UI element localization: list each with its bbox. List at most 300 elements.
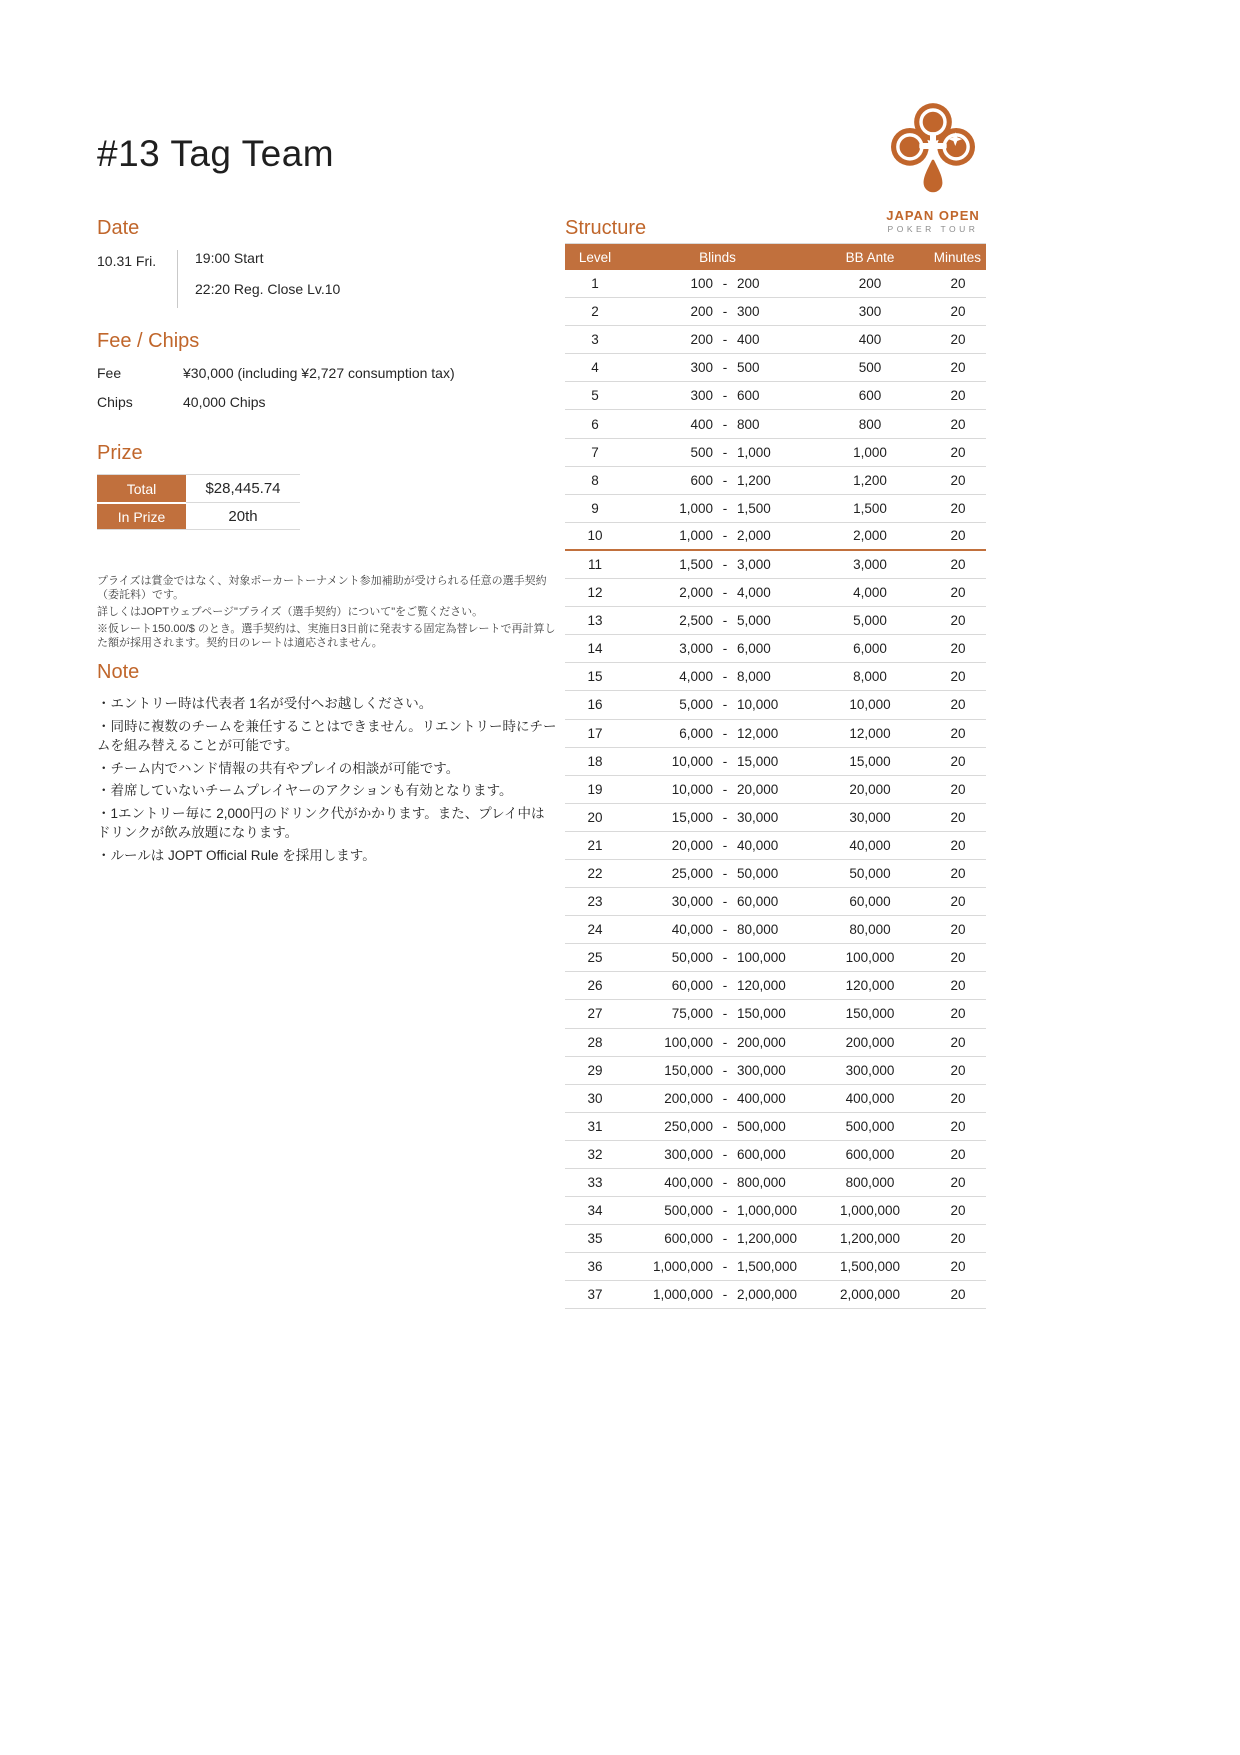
small-blind-value: 600: [690, 472, 713, 488]
minutes-cell: 20: [950, 613, 966, 629]
big-blind-value: 60,000: [737, 894, 779, 910]
blinds-cell: [625, 697, 810, 712]
minutes-cell: 20: [950, 1118, 966, 1134]
minutes-cell: 20: [950, 809, 966, 825]
prize-row: [97, 475, 300, 502]
big-blind-value: 50,000: [737, 866, 779, 882]
blinds-cell: [625, 388, 810, 403]
bb-ante-cell: 400: [858, 332, 882, 348]
bb-ante-cell: 15,000: [849, 753, 891, 769]
small-blind-value: 10,000: [671, 781, 713, 797]
minutes-cell: 20: [950, 781, 966, 797]
small-blind-value: 6,000: [679, 725, 713, 741]
structure-row: [565, 663, 986, 691]
bb-ante-cell: 1,500,000: [839, 1259, 901, 1275]
blinds-dash: -: [722, 444, 728, 460]
minutes-cell: 20: [950, 1062, 966, 1078]
level-cell: 12: [587, 585, 603, 601]
minutes-cell: 20: [950, 444, 966, 460]
big-blind-value: 30,000: [737, 809, 779, 825]
blinds-cell: [625, 1091, 810, 1106]
small-blind-value: 50,000: [671, 950, 713, 966]
bb-ante-cell: 2,000,000: [839, 1287, 901, 1303]
structure-row: [565, 916, 986, 944]
blinds-dash: -: [722, 416, 728, 432]
big-blind-value: 800,000: [737, 1175, 786, 1191]
structure-row: [565, 888, 986, 916]
blinds-cell: [625, 838, 810, 853]
blinds-dash: -: [722, 613, 728, 629]
blinds-cell: [625, 557, 810, 572]
big-blind-value: 300: [737, 304, 760, 320]
fee-chips-section: [97, 329, 567, 423]
small-blind-value: 300: [690, 360, 713, 376]
column-header-minutes: Minutes: [933, 249, 981, 265]
big-blind-value: 500,000: [737, 1118, 786, 1134]
big-blind-value: 500: [737, 360, 760, 376]
date-divider: [177, 250, 178, 308]
small-blind-value: 1,000: [679, 500, 713, 516]
small-blind-value: 250,000: [664, 1118, 713, 1134]
minutes-cell: 20: [950, 866, 966, 882]
big-blind-value: 600: [737, 388, 760, 404]
note-section: [97, 660, 557, 868]
blinds-dash: -: [722, 922, 728, 938]
note-item: ・ルールは JOPT Official Rule を採用します。: [97, 847, 376, 863]
minutes-cell: 20: [950, 556, 966, 572]
note-heading: Note: [97, 661, 140, 683]
blinds-dash: -: [722, 1118, 728, 1134]
minutes-cell: 20: [950, 1259, 966, 1275]
small-blind-value: 20,000: [671, 837, 713, 853]
blinds-dash: -: [722, 866, 728, 882]
fee-row: [97, 365, 567, 381]
bb-ante-cell: 60,000: [849, 894, 891, 910]
level-cell: 31: [587, 1118, 603, 1134]
level-cell: 36: [587, 1259, 603, 1275]
minutes-cell: 20: [950, 1203, 966, 1219]
small-blind-value: 200,000: [664, 1090, 713, 1106]
structure-row: [565, 691, 986, 719]
bb-ante-cell: 1,200: [853, 472, 887, 488]
blinds-cell: [625, 922, 810, 937]
bb-ante-cell: 30,000: [849, 809, 891, 825]
structure-row: [565, 944, 986, 972]
big-blind-value: 1,200: [737, 472, 771, 488]
date-heading: Date: [97, 217, 140, 239]
minutes-cell: 20: [950, 1146, 966, 1162]
small-blind-value: 1,500: [679, 556, 713, 572]
minutes-cell: 20: [950, 388, 966, 404]
bb-ante-cell: 400,000: [845, 1090, 895, 1106]
bb-ante-cell: 300: [858, 304, 882, 320]
blinds-cell: [625, 866, 810, 881]
level-cell: 14: [587, 641, 603, 657]
level-cell: 18: [587, 753, 603, 769]
structure-row: [565, 410, 986, 438]
page-title: #13 Tag Team: [97, 133, 335, 174]
blinds-dash: -: [722, 641, 728, 657]
note-item: ・着席していないチームプレイヤーのアクションも有効となります。: [97, 783, 513, 798]
fee-chips-rows: [97, 365, 567, 410]
small-blind-value: 500,000: [664, 1203, 713, 1219]
level-cell: 3: [591, 332, 599, 348]
structure-row: [565, 270, 986, 298]
level-cell: 32: [587, 1146, 603, 1162]
blinds-cell: [625, 782, 810, 797]
big-blind-value: 800: [737, 416, 760, 432]
jopt-logo: [868, 98, 998, 234]
bb-ante-cell: 800,000: [845, 1175, 895, 1191]
structure-row: [565, 326, 986, 354]
small-blind-value: 200: [690, 332, 713, 348]
level-cell: 25: [587, 950, 603, 966]
blinds-cell: [625, 332, 810, 347]
blinds-dash: -: [722, 1062, 728, 1078]
small-blind-value: 3,000: [679, 641, 713, 657]
bb-ante-cell: 150,000: [845, 1006, 895, 1022]
bb-ante-cell: 80,000: [849, 922, 891, 938]
big-blind-value: 300,000: [737, 1062, 786, 1078]
level-cell: 29: [587, 1062, 603, 1078]
blinds-dash: -: [722, 472, 728, 488]
structure-row: [565, 1169, 986, 1197]
blinds-cell: [625, 950, 810, 965]
minutes-cell: 20: [950, 1287, 966, 1303]
disclaimer-line: 詳しくはJOPTウェブページ"プライズ（選手契約）について"をご覧ください。: [97, 606, 484, 618]
minutes-cell: 20: [950, 585, 966, 601]
level-cell: 26: [587, 978, 603, 994]
level-cell: 7: [591, 444, 599, 460]
prize-value-cell: $28,445.74: [205, 480, 281, 497]
structure-row: [565, 382, 986, 410]
bb-ante-cell: 800: [858, 416, 882, 432]
structure-row: [565, 1253, 986, 1281]
minutes-cell: 20: [950, 894, 966, 910]
minutes-cell: 20: [950, 500, 966, 516]
structure-heading: Structure: [565, 216, 986, 244]
level-cell: 34: [587, 1203, 603, 1219]
structure-row: [565, 804, 986, 832]
structure-table: [565, 270, 986, 1309]
note-item: ・エントリー時は代表者 1名が受付へお越しください。: [97, 696, 433, 711]
prize-label-cell: In Prize: [97, 502, 186, 529]
structure-row: [565, 1057, 986, 1085]
blinds-cell: [625, 1147, 810, 1162]
minutes-cell: 20: [950, 528, 966, 544]
structure-row: [565, 1225, 986, 1253]
small-blind-value: 1,000: [679, 528, 713, 544]
prize-section: [97, 441, 327, 530]
blinds-cell: [625, 360, 810, 375]
bb-ante-cell: 600,000: [845, 1146, 895, 1162]
bb-ante-cell: 1,000: [853, 444, 887, 460]
big-blind-value: 4,000: [737, 585, 771, 601]
blinds-dash: -: [722, 1006, 728, 1022]
bb-ante-cell: 20,000: [849, 781, 891, 797]
level-cell: 22: [587, 866, 603, 882]
column-header-blinds: Blinds: [699, 249, 736, 265]
small-blind-value: 400,000: [664, 1175, 713, 1191]
note-list: [97, 694, 557, 865]
structure-row: [565, 776, 986, 804]
blinds-dash: -: [722, 725, 728, 741]
blinds-dash: -: [722, 837, 728, 853]
big-blind-value: 6,000: [737, 641, 771, 657]
small-blind-value: 15,000: [671, 809, 713, 825]
blinds-dash: -: [722, 1287, 728, 1303]
big-blind-value: 1,000: [737, 444, 771, 460]
small-blind-value: 25,000: [671, 866, 713, 882]
start-time: 19:00 Start: [195, 250, 264, 266]
big-blind-value: 8,000: [737, 669, 771, 685]
structure-header-row: [565, 244, 986, 270]
level-cell: 35: [587, 1231, 603, 1247]
bb-ante-cell: 5,000: [853, 613, 887, 629]
blinds-cell: [625, 810, 810, 825]
small-blind-value: 4,000: [679, 669, 713, 685]
big-blind-value: 1,500: [737, 500, 771, 516]
date-day: 10.31 Fri.: [97, 253, 157, 269]
minutes-cell: 20: [950, 669, 966, 685]
blinds-dash: -: [722, 978, 728, 994]
blinds-cell: [625, 1175, 810, 1190]
bb-ante-cell: 200,000: [845, 1034, 895, 1050]
blinds-dash: -: [722, 1146, 728, 1162]
logo-text-primary: JAPAN OPEN: [886, 208, 980, 223]
level-cell: 4: [591, 360, 599, 376]
level-cell: 15: [587, 669, 603, 685]
blinds-cell: [625, 501, 810, 516]
structure-row: [565, 579, 986, 607]
small-blind-value: 100: [690, 276, 713, 292]
structure-row: [565, 832, 986, 860]
bb-ante-cell: 600: [858, 388, 882, 404]
blinds-cell: [625, 894, 810, 909]
blinds-dash: -: [722, 528, 728, 544]
column-header-level: Level: [578, 249, 612, 265]
big-blind-value: 2,000,000: [737, 1287, 798, 1303]
minutes-cell: 20: [950, 950, 966, 966]
bb-ante-cell: 50,000: [849, 866, 891, 882]
small-blind-value: 300: [690, 388, 713, 404]
fee-chips-heading: Fee / Chips: [97, 330, 200, 352]
small-blind-value: 400: [690, 416, 713, 432]
level-cell: 24: [587, 922, 603, 938]
level-cell: 37: [587, 1287, 603, 1303]
blinds-cell: [625, 726, 810, 741]
reg-close-time: 22:20 Reg. Close Lv.10: [195, 281, 341, 297]
blinds-cell: [625, 613, 810, 628]
blinds-dash: -: [722, 753, 728, 769]
small-blind-value: 1,000,000: [652, 1287, 713, 1303]
blinds-dash: -: [722, 809, 728, 825]
big-blind-value: 100,000: [737, 950, 786, 966]
level-cell: 2: [591, 304, 599, 320]
bb-ante-cell: 200: [858, 276, 882, 292]
small-blind-value: 10,000: [671, 753, 713, 769]
blinds-dash: -: [722, 1259, 728, 1275]
bb-ante-cell: 6,000: [853, 641, 887, 657]
blinds-cell: [625, 473, 810, 488]
structure-section: [565, 216, 986, 1309]
blinds-dash: -: [722, 1203, 728, 1219]
blinds-dash: -: [722, 1175, 728, 1191]
big-blind-value: 5,000: [737, 613, 771, 629]
blinds-cell: [625, 754, 810, 769]
blinds-cell: [625, 1063, 810, 1078]
small-blind-value: 300,000: [664, 1146, 713, 1162]
bb-ante-cell: 40,000: [849, 837, 891, 853]
blinds-dash: -: [722, 894, 728, 910]
small-blind-value: 75,000: [671, 1006, 713, 1022]
blinds-dash: -: [722, 556, 728, 572]
level-cell: 1: [591, 276, 599, 292]
level-cell: 28: [587, 1034, 603, 1050]
minutes-cell: 20: [950, 276, 966, 292]
disclaimer-line: プライズは賞金ではなく、対象ポーカートーナメント参加補助が受けられる任意の選手契約（委託料）です。: [97, 575, 547, 601]
blinds-cell: [625, 1119, 810, 1134]
structure-row: [565, 439, 986, 467]
small-blind-value: 200: [690, 304, 713, 320]
blinds-cell: [625, 276, 810, 291]
level-cell: 11: [587, 556, 602, 572]
big-blind-value: 80,000: [737, 922, 779, 938]
big-blind-value: 400,000: [737, 1090, 786, 1106]
minutes-cell: 20: [950, 922, 966, 938]
big-blind-value: 20,000: [737, 781, 779, 797]
column-header-bb-ante: BB Ante: [845, 249, 895, 265]
structure-row: [565, 298, 986, 326]
level-cell: 20: [587, 809, 603, 825]
small-blind-value: 2,000: [679, 585, 713, 601]
prize-disclaimer: [97, 574, 559, 653]
structure-row: [565, 523, 986, 551]
level-cell: 5: [591, 388, 599, 404]
small-blind-value: 30,000: [671, 894, 713, 910]
small-blind-value: 100,000: [664, 1034, 713, 1050]
big-blind-value: 400: [737, 332, 760, 348]
blinds-dash: -: [722, 669, 728, 685]
blinds-dash: -: [722, 304, 728, 320]
bb-ante-cell: 500,000: [845, 1118, 895, 1134]
small-blind-value: 40,000: [671, 922, 713, 938]
blinds-cell: [625, 1259, 810, 1274]
fee-row-label: Chips: [97, 394, 133, 410]
clover-drop-icon: [868, 98, 998, 206]
minutes-cell: 20: [950, 360, 966, 376]
structure-row: [565, 1141, 986, 1169]
big-blind-value: 200: [737, 276, 760, 292]
fee-row: [97, 394, 567, 410]
level-cell: 13: [587, 613, 603, 629]
small-blind-value: 500: [690, 444, 713, 460]
blinds-dash: -: [722, 276, 728, 292]
prize-label-cell: Total: [97, 475, 186, 502]
minutes-cell: 20: [950, 416, 966, 432]
date-section: [97, 216, 557, 312]
structure-row: [565, 860, 986, 888]
big-blind-value: 40,000: [737, 837, 779, 853]
disclaimer-line: ※仮レート150.00/$ のとき。選手契約は、実施日3日前に発表する固定為替レートで再計算した額が採用されます。契約日のレートは適応されません。: [97, 623, 556, 649]
small-blind-value: 1,000,000: [652, 1259, 713, 1275]
big-blind-value: 120,000: [737, 978, 786, 994]
blinds-dash: -: [722, 1231, 728, 1247]
prize-heading: Prize: [97, 442, 143, 464]
blinds-cell: [625, 304, 810, 319]
prize-value-cell: 20th: [186, 502, 300, 529]
minutes-cell: 20: [950, 1175, 966, 1191]
level-cell: 23: [587, 894, 603, 910]
level-cell: 19: [587, 781, 603, 797]
blinds-cell: [625, 1035, 810, 1050]
blinds-dash: -: [722, 697, 728, 713]
blinds-cell: [625, 1231, 810, 1246]
small-blind-value: 600,000: [664, 1231, 713, 1247]
blinds-cell: [625, 978, 810, 993]
note-item: ・1エントリー毎に 2,000円のドリンク代がかかります。また、プレイ中はドリンクが飲み放題になります。: [97, 805, 545, 840]
blinds-dash: -: [722, 1034, 728, 1050]
blinds-dash: -: [722, 360, 728, 376]
blinds-cell: [625, 585, 810, 600]
note-item: ・チーム内でハンド情報の共有やプレイの相談が可能です。: [97, 760, 460, 776]
big-blind-value: 10,000: [737, 697, 779, 713]
minutes-cell: 20: [950, 332, 966, 348]
bb-ante-cell: 100,000: [845, 950, 895, 966]
bb-ante-cell: 300,000: [845, 1062, 895, 1078]
blinds-dash: -: [722, 388, 728, 404]
structure-row: [565, 467, 986, 495]
structure-row: [565, 607, 986, 635]
level-cell: 8: [591, 472, 599, 488]
blinds-cell: [625, 1006, 810, 1021]
level-cell: 27: [587, 1006, 603, 1022]
small-blind-value: 2,500: [679, 613, 713, 629]
structure-row: [565, 720, 986, 748]
minutes-cell: 20: [950, 978, 966, 994]
big-blind-value: 3,000: [737, 556, 771, 572]
big-blind-value: 200,000: [737, 1034, 786, 1050]
bb-ante-cell: 8,000: [853, 669, 887, 685]
bb-ante-cell: 1,000,000: [839, 1203, 901, 1219]
level-cell: 6: [591, 416, 599, 432]
minutes-cell: 20: [950, 304, 966, 320]
big-blind-value: 150,000: [737, 1006, 786, 1022]
minutes-cell: 20: [950, 1090, 966, 1106]
big-blind-value: 15,000: [737, 753, 779, 769]
structure-row: [565, 972, 986, 1000]
small-blind-value: 5,000: [679, 697, 713, 713]
blinds-cell: [625, 1203, 810, 1218]
minutes-cell: 20: [950, 1006, 966, 1022]
level-cell: 33: [587, 1175, 603, 1191]
small-blind-value: 150,000: [664, 1062, 713, 1078]
big-blind-value: 1,500,000: [737, 1259, 798, 1275]
bb-ante-cell: 500: [858, 360, 882, 376]
prize-row: [97, 502, 300, 529]
level-cell: 10: [587, 528, 603, 544]
structure-row: [565, 551, 986, 579]
minutes-cell: 20: [950, 1231, 966, 1247]
structure-row: [565, 495, 986, 523]
blinds-dash: -: [722, 500, 728, 516]
level-cell: 30: [587, 1090, 603, 1106]
blinds-cell: [625, 417, 810, 432]
structure-row: [565, 1000, 986, 1028]
blinds-cell: [625, 669, 810, 684]
minutes-cell: 20: [950, 641, 966, 657]
blinds-dash: -: [722, 1090, 728, 1106]
